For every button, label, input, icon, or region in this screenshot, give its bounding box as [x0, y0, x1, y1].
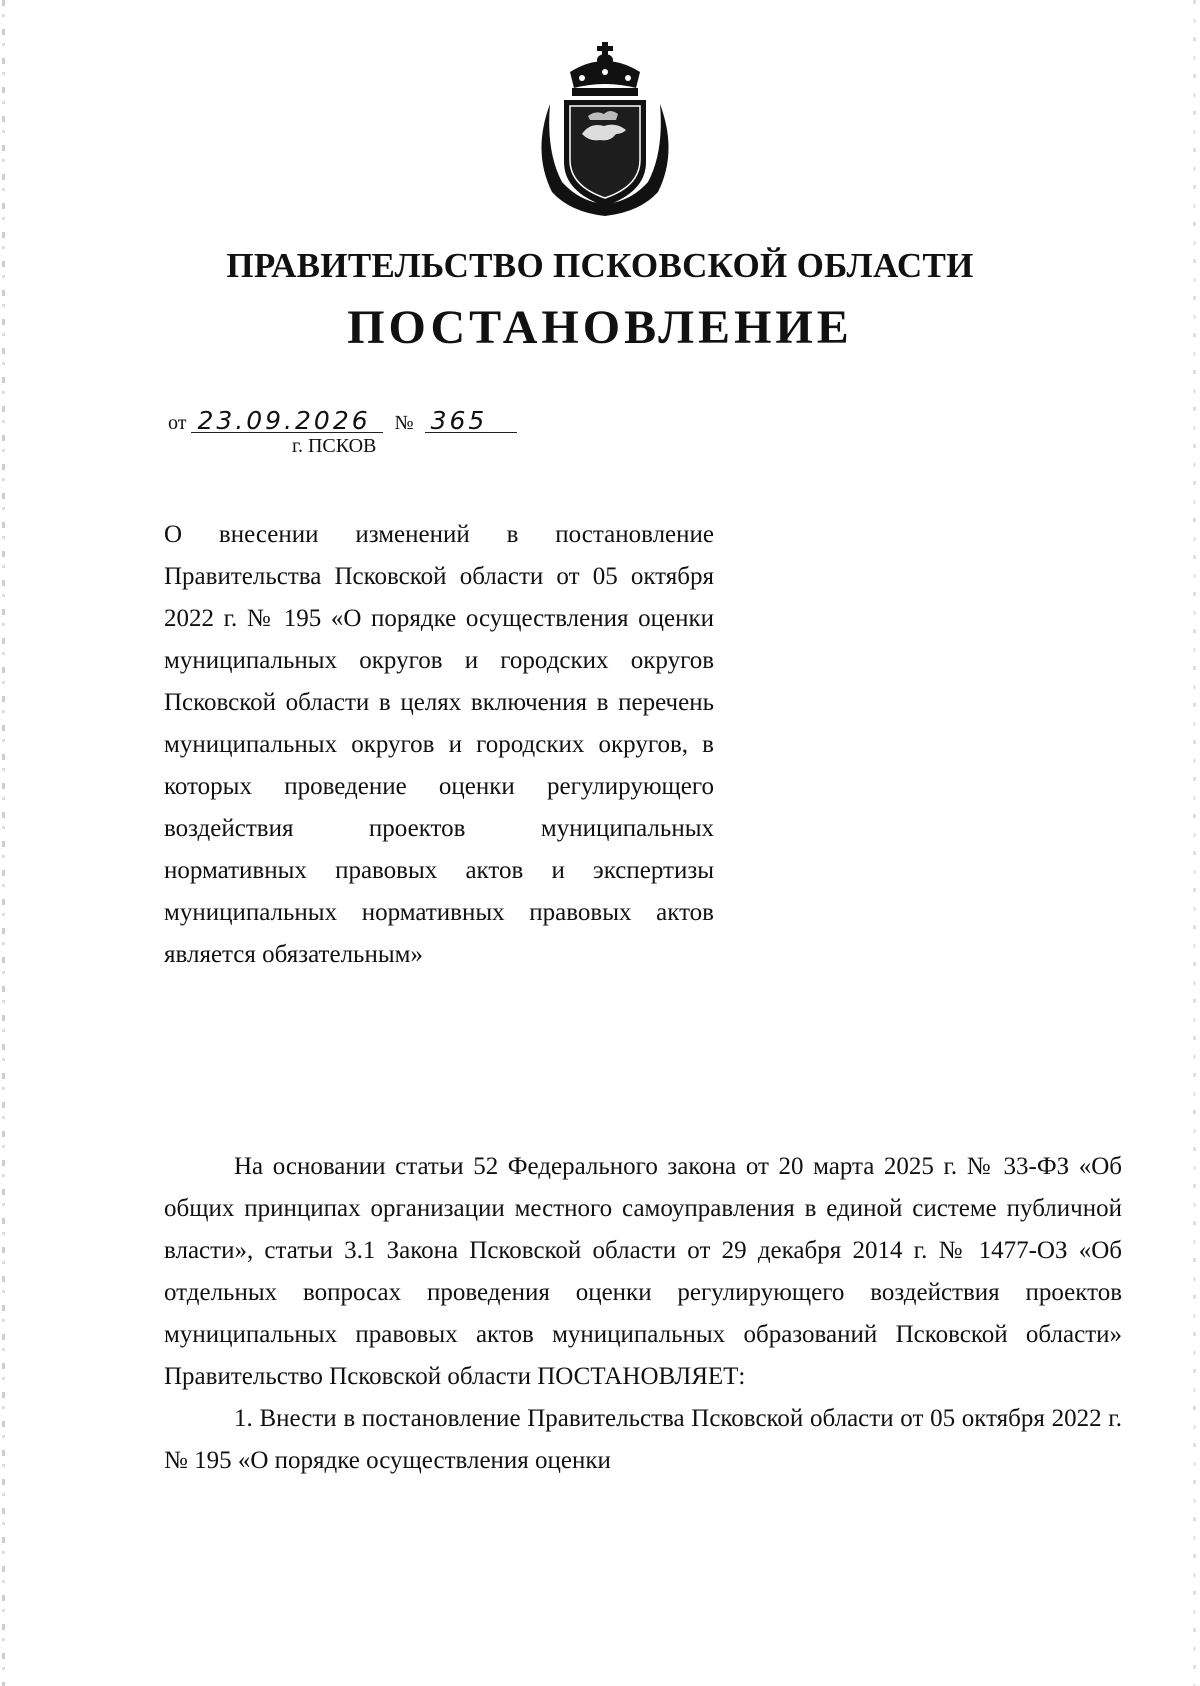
- organization-title: ПРАВИТЕЛЬСТВО ПСКОВСКОЙ ОБЛАСТИ: [226, 246, 974, 285]
- document-type-title: ПОСТАНОВЛЕНИЕ: [347, 301, 853, 354]
- handwritten-number: 365: [425, 410, 517, 433]
- body-paragraph-preamble: На основании статьи 52 Федерального закона от 20 марта 2025 г. № 33-ФЗ «Об общих принципах организации местного самоуправления в единой системе публичной власти», статьи 3.1 Закона Псковской области от 29 декабря 2014 г. № 1477-ОЗ «Об отдельных вопросах проведения оценки регулирующего воздействия проектов муниципальных правовых актов муниципальных образований Псковской области» Правительство Псковской области ПОСТАНОВЛЯЕТ:: [164, 1153, 1122, 1390]
- document-subject: О внесении изменений в постановление Правительства Псковской области от 05 октября 2022 г. № 195 «О порядке осуществления оценки муниципальных округов и городских округов Псковской области в целях включения в перечень муниципальных округов и городских округов, в которых проведение оценки регулирующего воздействия проектов муниципальных нормативных правовых актов и экспертизы муниципальных нормативных правовых актов является обязательным»: [164, 521, 714, 968]
- body-paragraph-item-1: 1. Внести в постановление Правительства Псковской области от 05 октября 2022 г. № 195 «О порядке осуществления оценки: [164, 1405, 1122, 1474]
- date-number-line: [168, 406, 517, 435]
- coat-of-arms-icon: [530, 42, 680, 220]
- number-prefix: №: [394, 412, 414, 434]
- handwritten-date: 23.09.2026: [191, 410, 383, 433]
- date-prefix: от: [168, 412, 187, 434]
- document-body: [164, 1146, 1122, 1482]
- city-label: г. ПСКОВ: [292, 435, 377, 457]
